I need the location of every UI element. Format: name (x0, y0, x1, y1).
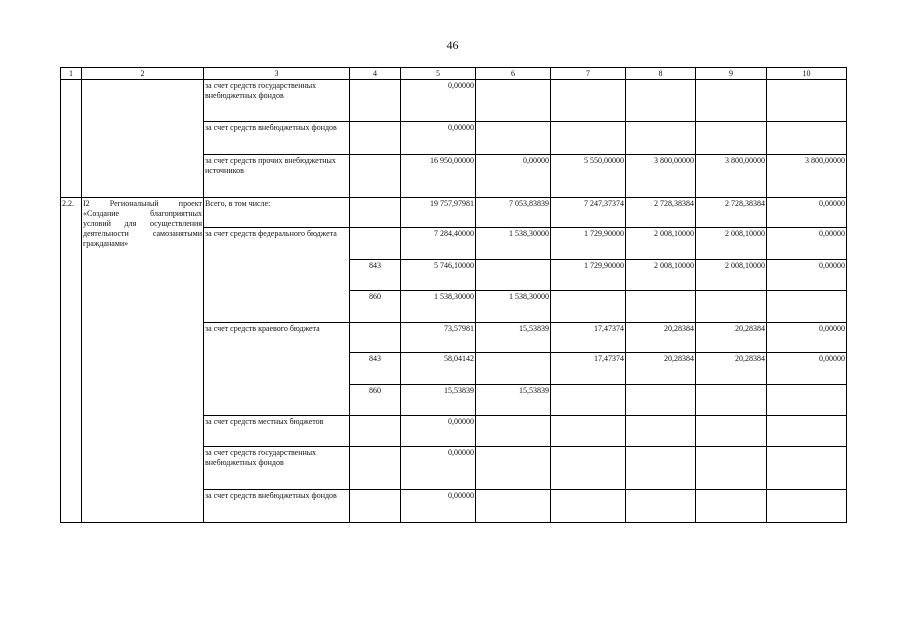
value-cell (551, 490, 626, 523)
value-cell: 17,47374 (551, 323, 626, 353)
header-cell: 10 (767, 68, 847, 80)
value-cell (767, 447, 847, 490)
value-cell (476, 80, 551, 122)
funding-source-cell: за счет средств внебюджетных фондов (204, 122, 350, 155)
value-cell (476, 122, 551, 155)
header-cell: 2 (82, 68, 204, 80)
value-cell: 20,28384 (696, 323, 767, 353)
value-cell: 1 538,30000 (476, 228, 551, 260)
value-cell: 5 550,00000 (551, 155, 626, 198)
code-cell (350, 80, 401, 122)
table-row (61, 198, 847, 228)
value-cell (626, 291, 696, 323)
value-cell (626, 80, 696, 122)
value-cell: 2 008,10000 (696, 228, 767, 260)
value-cell: 7 284,40000 (401, 228, 476, 260)
code-cell (350, 228, 401, 260)
value-cell: 1 729,90000 (551, 260, 626, 291)
value-cell: 2 728,38384 (626, 198, 696, 228)
value-cell: 20,28384 (696, 353, 767, 385)
value-cell (551, 80, 626, 122)
code-cell: 860 (350, 385, 401, 416)
value-cell: 73,57981 (401, 323, 476, 353)
funding-source-cell: за счет средств краевого бюджета (204, 323, 350, 416)
value-cell (767, 80, 847, 122)
header-cell: 3 (204, 68, 350, 80)
value-cell: 0,00000 (767, 198, 847, 228)
code-cell (350, 490, 401, 523)
funding-source-cell: за счет средств государственных внебюджетных фондов (204, 447, 350, 490)
value-cell (476, 353, 551, 385)
value-cell (696, 291, 767, 323)
header-cell: 4 (350, 68, 401, 80)
header-cell: 1 (61, 68, 82, 80)
value-cell: 1 729,90000 (551, 228, 626, 260)
value-cell (476, 447, 551, 490)
value-cell: 0,00000 (401, 80, 476, 122)
value-cell: 16 950,00000 (401, 155, 476, 198)
value-cell: 1 538,30000 (476, 291, 551, 323)
value-cell: 0,00000 (401, 122, 476, 155)
value-cell (696, 80, 767, 122)
value-cell: 5 746,10000 (401, 260, 476, 291)
value-cell: 0,00000 (401, 490, 476, 523)
value-cell: 0,00000 (767, 323, 847, 353)
value-cell (626, 416, 696, 447)
funding-source-cell: за счет средств федерального бюджета (204, 228, 350, 323)
header-cell: 8 (626, 68, 696, 80)
funding-source-cell: за счет средств прочих внебюджетных источников (204, 155, 350, 198)
value-cell: 0,00000 (767, 228, 847, 260)
value-cell: 15,53839 (476, 323, 551, 353)
value-cell: 20,28384 (626, 353, 696, 385)
code-cell: 860 (350, 291, 401, 323)
value-cell (696, 416, 767, 447)
table-header-row (61, 68, 847, 80)
value-cell: 0,00000 (767, 353, 847, 385)
item-name-cell (82, 80, 204, 198)
value-cell: 0,00000 (767, 260, 847, 291)
value-cell: 2 008,10000 (696, 260, 767, 291)
value-cell: 3 800,00000 (767, 155, 847, 198)
funding-source-cell: за счет средств государственных внебюджетных фондов (204, 80, 350, 122)
value-cell (626, 447, 696, 490)
value-cell: 7 247,37374 (551, 198, 626, 228)
value-cell (696, 385, 767, 416)
item-name-cell: I2 Региональный проект «Создание благоприятных условий для осуществления деятельности самозанятыми гражданами» (82, 198, 204, 523)
value-cell (626, 385, 696, 416)
value-cell (476, 260, 551, 291)
value-cell: 0,00000 (401, 447, 476, 490)
value-cell: 1 538,30000 (401, 291, 476, 323)
value-cell: 58,04142 (401, 353, 476, 385)
value-cell (696, 490, 767, 523)
value-cell (767, 490, 847, 523)
header-cell: 5 (401, 68, 476, 80)
funding-source-cell: за счет средств местных бюджетов (204, 416, 350, 447)
value-cell (476, 416, 551, 447)
header-cell: 6 (476, 68, 551, 80)
value-cell (767, 122, 847, 155)
value-cell: 19 757,97981 (401, 198, 476, 228)
value-cell: 0,00000 (476, 155, 551, 198)
item-number-cell: 2.2. (61, 198, 82, 523)
value-cell: 7 053,83839 (476, 198, 551, 228)
value-cell (767, 385, 847, 416)
budget-table (60, 67, 847, 523)
item-number-cell (61, 80, 82, 198)
header-cell: 9 (696, 68, 767, 80)
value-cell (551, 291, 626, 323)
code-cell (350, 122, 401, 155)
value-cell (551, 416, 626, 447)
value-cell (551, 447, 626, 490)
value-cell (696, 122, 767, 155)
code-cell: 843 (350, 353, 401, 385)
funding-source-cell: за счет средств внебюджетных фондов (204, 490, 350, 523)
code-cell (350, 198, 401, 228)
value-cell (476, 490, 551, 523)
page-number: 46 (446, 38, 459, 52)
value-cell (626, 122, 696, 155)
funding-source-cell: Всего, в том числе: (204, 198, 350, 228)
header-cell: 7 (551, 68, 626, 80)
value-cell: 2 008,10000 (626, 228, 696, 260)
code-cell (350, 155, 401, 198)
code-cell (350, 416, 401, 447)
value-cell: 17,47374 (551, 353, 626, 385)
value-cell (696, 447, 767, 490)
code-cell (350, 447, 401, 490)
value-cell: 2 728,38384 (696, 198, 767, 228)
value-cell: 2 008,10000 (626, 260, 696, 291)
value-cell: 15,53839 (476, 385, 551, 416)
value-cell (767, 291, 847, 323)
table-row (61, 80, 847, 122)
value-cell (551, 122, 626, 155)
value-cell: 20,28384 (626, 323, 696, 353)
value-cell: 3 800,00000 (626, 155, 696, 198)
value-cell (767, 416, 847, 447)
value-cell (626, 490, 696, 523)
code-cell (350, 323, 401, 353)
value-cell: 15,53839 (401, 385, 476, 416)
value-cell: 0,00000 (401, 416, 476, 447)
value-cell (551, 385, 626, 416)
value-cell: 3 800,00000 (696, 155, 767, 198)
code-cell: 843 (350, 260, 401, 291)
